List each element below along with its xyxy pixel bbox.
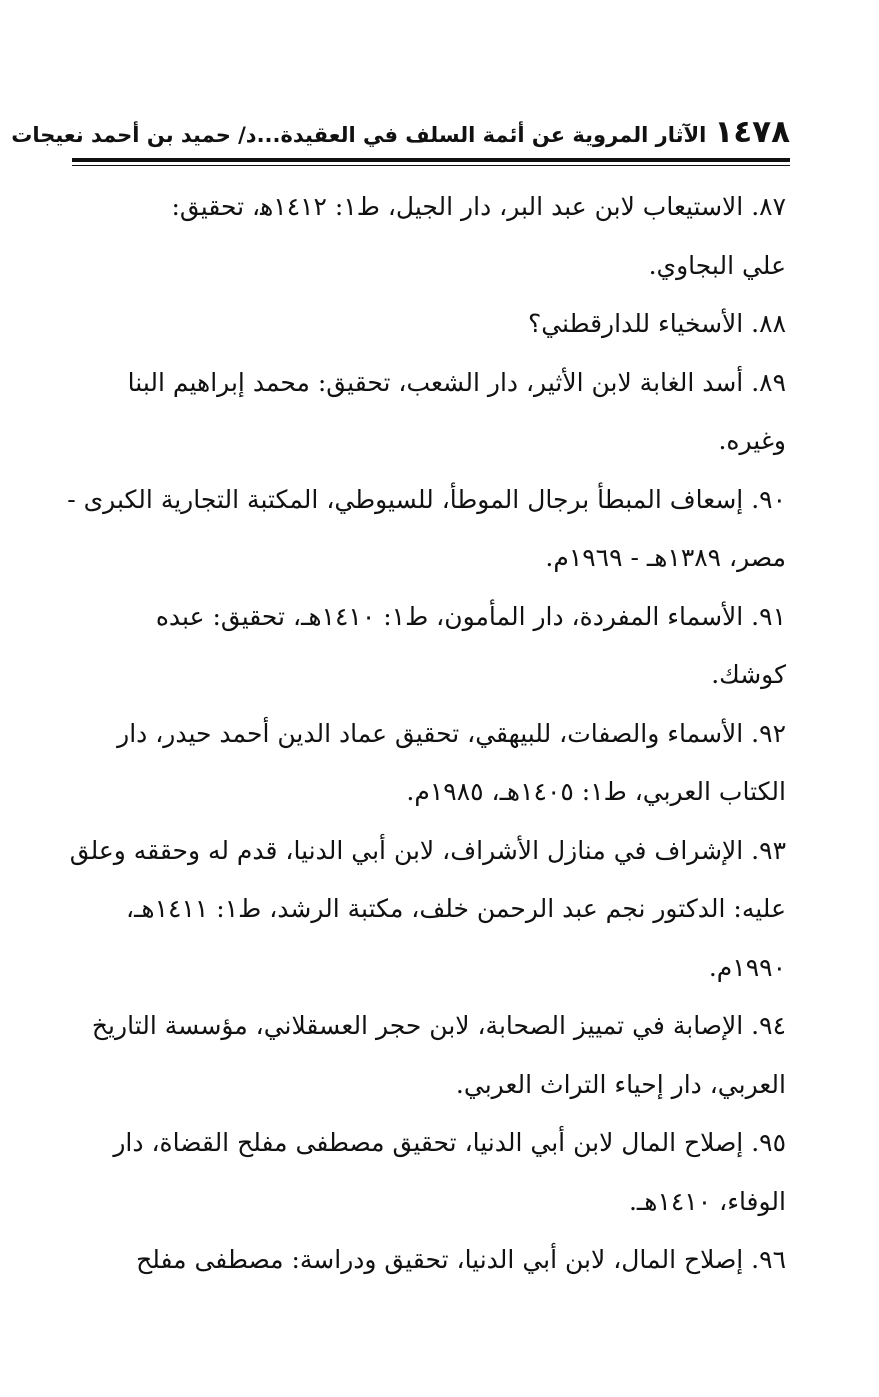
entry-line: ٩١. الأسماء المفردة، دار المأمون، ط١: ١٤١٠ﻫـ، تحقيق: عبده: [155, 601, 786, 631]
header-rule-thick: [72, 158, 790, 162]
bibliography-entry-94: [76, 997, 786, 1114]
entry-line: ١٩٩٠م.: [708, 952, 786, 982]
entry-line: علي البجاوي.: [648, 250, 786, 280]
bibliography-entry-89: [76, 354, 786, 471]
bibliography-entry-90: [67, 471, 786, 588]
entry-line: ٩٠. إسعاف المبطأ برجال الموطأ، للسيوطي، المكتبة التجارية الكبرى -: [67, 484, 786, 514]
entry-line: وغيره.: [718, 426, 786, 455]
bibliography-list: [67, 178, 786, 1290]
entry-line: ٩٣. الإشراف في منازل الأشراف، لابن أبي الدنيا، قدم له وحققه وعلق: [69, 835, 786, 865]
page-number: ١٤٧٨: [714, 114, 790, 150]
bibliography-entry-96: [76, 1231, 786, 1290]
bibliography-entry-92: [76, 705, 786, 822]
entry-line: كوشك.: [711, 660, 786, 689]
bibliography-entry-87: [76, 178, 786, 295]
entry-line: ٩٥. إصلاح المال لابن أبي الدنيا، تحقيق مصطفى مفلح القضاة، دار: [113, 1128, 786, 1157]
bibliography-entry-93: [69, 822, 786, 998]
running-title: الآثار المروية عن أئمة السلف في العقيدة...د/ حميد بن أحمد نعيجات: [11, 123, 707, 147]
bibliography-entry-91: [76, 588, 786, 705]
bibliography-entry-95: [76, 1114, 786, 1231]
entry-line: ٩٤. الإصابة في تمييز الصحابة، لابن حجر العسقلاني، مؤسسة التاريخ: [91, 1011, 786, 1040]
entry-line: الوفاء، ١٤١٠ﻫـ.: [628, 1186, 786, 1216]
entry-line: ٨٩. أسد الغابة لابن الأثير، دار الشعب، تحقيق: محمد إبراهيم البنا: [127, 367, 786, 397]
entry-line: عليه: الدكتور نجم عبد الرحمن خلف، مكتبة الرشد، ط١: ١٤١١ﻫـ،: [126, 894, 786, 923]
page-header: [11, 112, 790, 155]
entry-line: ٩٢. الأسماء والصفات، للبيهقي، تحقيق عماد الدين أحمد حيدر، دار: [117, 718, 786, 748]
bibliography-entry-88: [76, 295, 786, 354]
header-rule-thin: [72, 165, 790, 166]
entry-line: مصر، ١٣٨٩ﻫـ - ١٩٦٩م.: [545, 543, 786, 572]
entry-line: ٩٦. إصلاح المال، لابن أبي الدنيا، تحقيق ودراسة: مصطفى مفلح: [136, 1245, 786, 1274]
entry-line: ٨٨. الأسخياء للدارقطني؟: [527, 309, 786, 338]
entry-line: الكتاب العربي، ط١: ١٤٠٥ﻫـ، ١٩٨٥م.: [406, 777, 786, 806]
entry-line: ٨٧. الاستيعاب لابن عبد البر، دار الجيل، ط١: ١٤١٢ﻫ، تحقيق:: [171, 192, 786, 221]
entry-line: العربي، دار إحياء التراث العربي.: [455, 1069, 786, 1099]
